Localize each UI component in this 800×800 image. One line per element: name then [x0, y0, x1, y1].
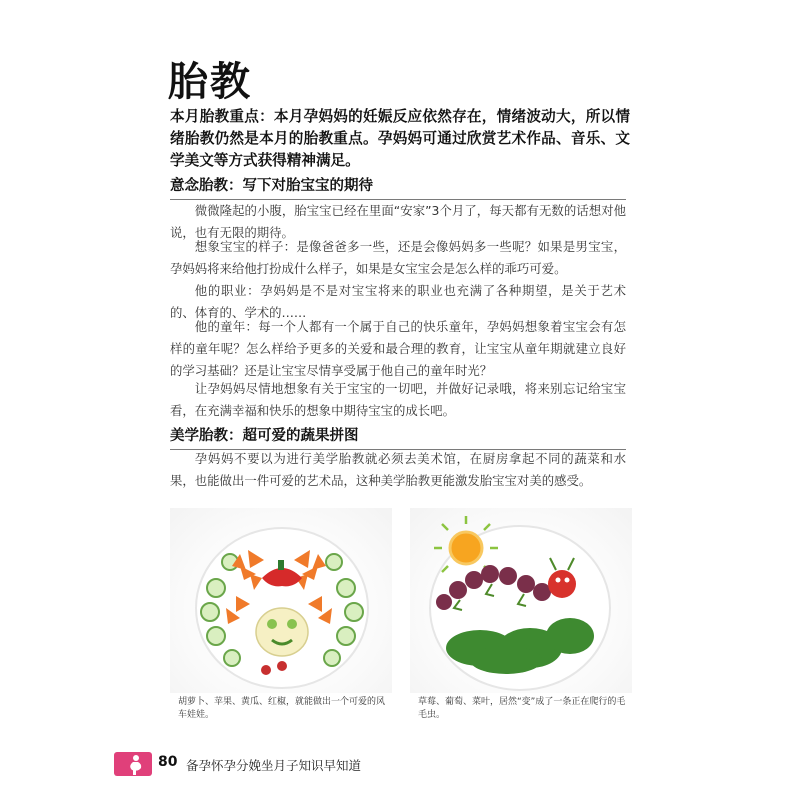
page-title: 胎教	[168, 59, 252, 105]
section1-paragraph-2: 想象宝宝的样子：是像爸爸多一些，还是会像妈妈多一些呢？如果是男宝宝，孕妈妈将来给他打扮成什么样子，如果是女宝宝会是怎么样的乖巧可爱。	[170, 239, 626, 276]
pinwheel-doll-plate-image	[170, 508, 392, 693]
footer-badge	[114, 752, 152, 776]
pinwheel-doll-plate-drawing	[170, 508, 392, 693]
caterpillar-plate-image	[410, 508, 632, 693]
image2-caption: 草莓、葡萄、菜叶，居然“变”成了一条正在爬行的毛毛虫。	[418, 697, 626, 720]
section2-heading: 美学胎教：超可爱的蔬果拼图	[170, 426, 626, 450]
section1-paragraph-4: 他的童年：每一个人都有一个属于自己的快乐童年，孕妈妈想象着宝宝会有怎样的童年呢？怎么样给予更多的关爱和最合理的教育，让宝宝从童年期就建立良好的学习基础？还是让宝宝尽情享受属于他自己的童年时光？	[170, 319, 626, 378]
section1-paragraph-5: 让孕妈妈尽情地想象有关于宝宝的一切吧，并做好记录哦，将来别忘记给宝宝看，在充满幸福和快乐的想象中期待宝宝的成长吧。	[170, 381, 626, 418]
image1-caption: 胡萝卜、苹果、黄瓜、红椒，就能做出一个可爱的风车娃娃。	[178, 697, 386, 720]
section2-paragraph-1: 孕妈妈不要以为进行美学胎教就必须去美术馆，在厨房拿起不同的蔬菜和水果，也能做出一件可爱的艺术品，这种美学胎教更能激发胎宝宝对美的感受。	[170, 451, 626, 488]
section1-paragraph-3: 他的职业：孕妈妈是不是对宝宝将来的职业也充满了各种期望，是关于艺术的、体育的、学术的……	[170, 283, 626, 320]
page-number: 80	[158, 754, 178, 770]
section1-heading: 意念胎教：写下对胎宝宝的期待	[170, 176, 626, 200]
pregnant-woman-icon	[114, 752, 152, 776]
book-title: 备孕怀孕分娩坐月子知识早知道	[186, 758, 362, 773]
intro-paragraph: 本月胎教重点：本月孕妈妈的妊娠反应依然存在，情绪波动大，所以情绪胎教仍然是本月的胎教重点。孕妈妈可通过欣赏艺术作品、音乐、文学美文等方式获得精神满足。	[170, 108, 630, 169]
caterpillar-plate-drawing	[410, 508, 632, 693]
section1-paragraph-1: 微微隆起的小腹，胎宝宝已经在里面“安家”3个月了，每天都有无数的话想对他说，也有无限的期待。	[170, 203, 626, 240]
